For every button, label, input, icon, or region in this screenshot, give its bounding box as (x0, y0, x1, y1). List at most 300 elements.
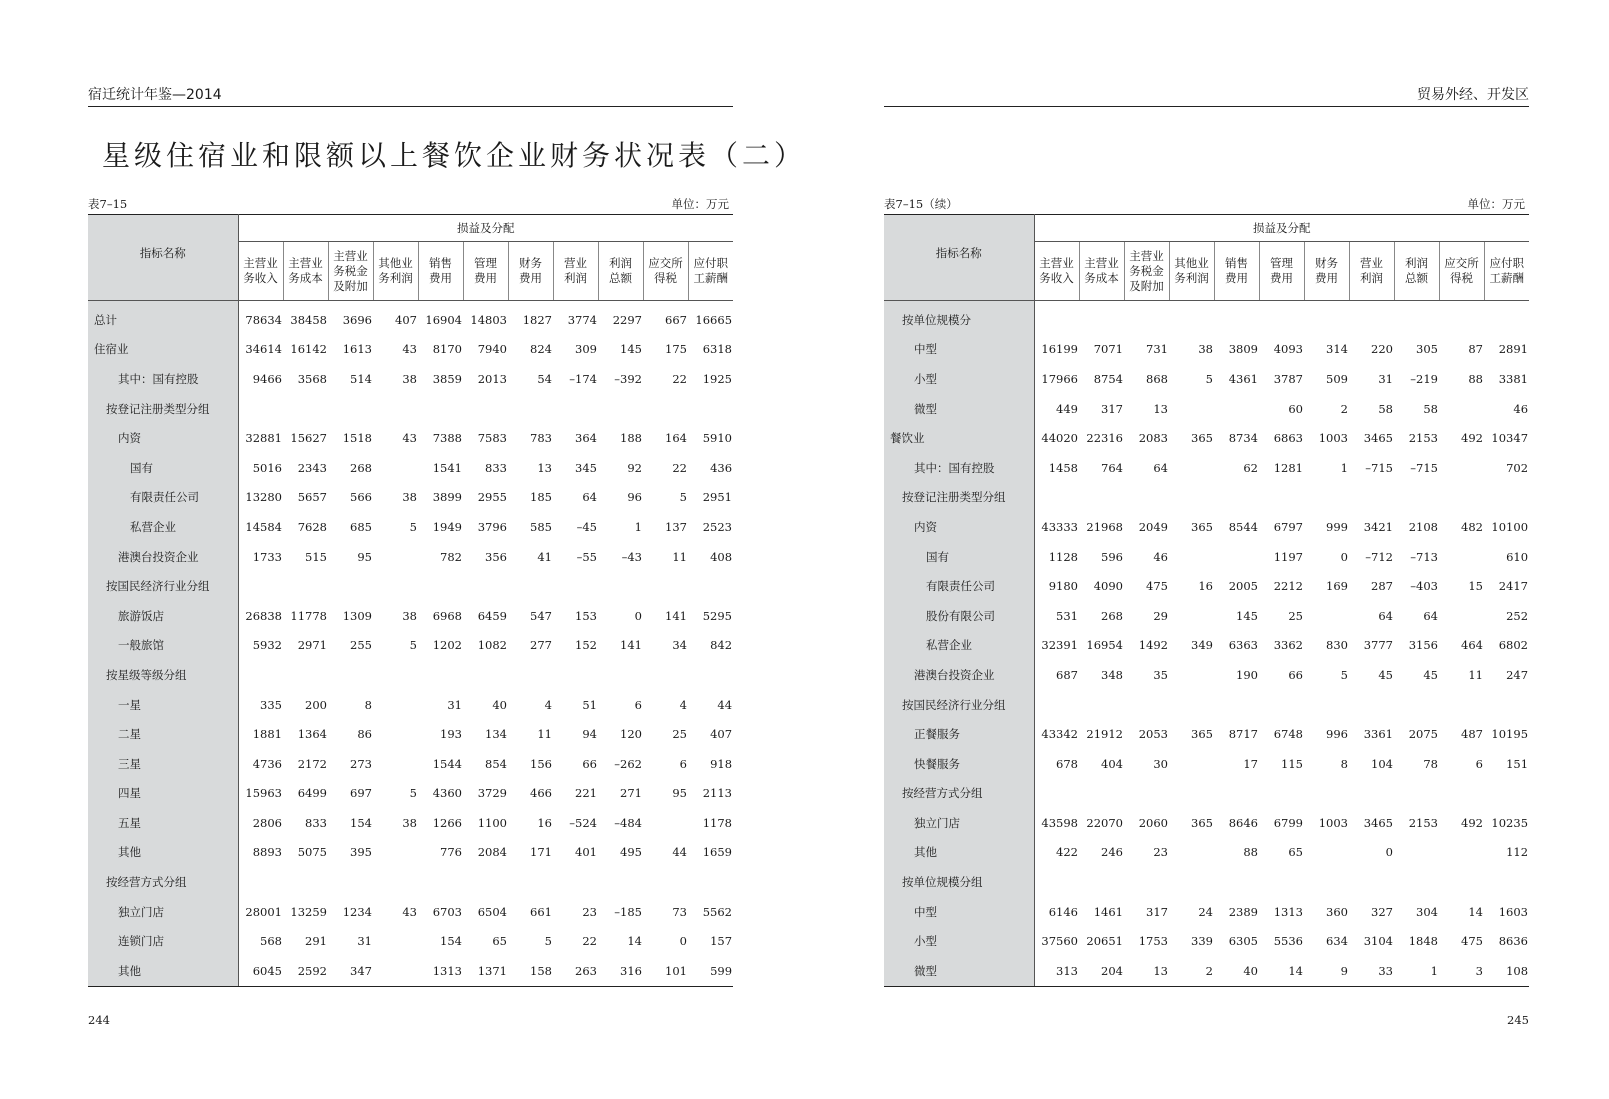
table-cell: 4 (679, 697, 687, 712)
row-label: 中型 (884, 897, 1034, 927)
column-header (1214, 242, 1259, 301)
column-header-line: 费用 (474, 271, 497, 285)
table-cell: 1202 (432, 638, 462, 653)
table-cell: 2951 (702, 490, 733, 505)
table-cell (1169, 301, 1214, 335)
table-cell (1034, 867, 1079, 897)
table-cell: 40 (492, 697, 507, 712)
column-header-line: 务利润 (1174, 271, 1209, 285)
table-cell: 16954 (1086, 638, 1123, 653)
table-cell: 8646 (1228, 815, 1258, 830)
table-cell (373, 926, 418, 956)
column-header-line: 利润 (609, 256, 632, 270)
table-cell (1394, 301, 1439, 335)
yearbook-title: 宿迁统计年鉴—2014 (88, 87, 222, 103)
table-cell: 64 (1423, 608, 1438, 623)
table-cell (373, 542, 418, 572)
table-cell (553, 394, 598, 424)
table-cell: 10195 (1491, 727, 1529, 742)
table-cell: 6 (1475, 756, 1483, 771)
row-label: 内资 (88, 423, 238, 453)
column-header (1079, 242, 1124, 301)
table-cell: 5075 (297, 845, 327, 860)
column-header (508, 242, 553, 301)
table-cell (373, 453, 418, 483)
table-cell: 1881 (252, 727, 282, 742)
table-cell: 2108 (1408, 519, 1438, 534)
table-cell: 86 (357, 727, 372, 742)
table-cell (1304, 601, 1349, 631)
table-cell: 16 (537, 815, 552, 830)
table-cell: 4736 (252, 756, 282, 771)
table-cell: 13280 (245, 490, 282, 505)
table-header (884, 215, 1529, 301)
table-row (884, 512, 1529, 542)
column-header-line: 应付职 (693, 256, 728, 270)
table-cell: 158 (508, 956, 553, 986)
table-cell: 3465 (1363, 431, 1393, 446)
table-cell (1349, 867, 1394, 897)
table-cell (328, 660, 373, 690)
table-body (884, 301, 1529, 987)
table-cell (1169, 838, 1214, 868)
column-header (553, 242, 598, 301)
table-cell (463, 394, 508, 424)
table-cell: 190 (1236, 667, 1258, 682)
table-cell: 43 (402, 904, 417, 919)
table-cell: 1603 (1498, 904, 1529, 919)
column-header-line: 得税 (1450, 271, 1473, 285)
table-cell (1304, 690, 1349, 720)
table-cell (688, 394, 733, 424)
table-cell (1394, 779, 1439, 809)
table-cell: 515 (305, 549, 327, 564)
table-cell (373, 956, 418, 986)
table-cell: 156 (530, 756, 552, 771)
table-cell: 16 (1198, 579, 1213, 594)
table-cell: 34614 (245, 342, 282, 357)
table-cell (1439, 483, 1484, 513)
table-cell: 2417 (1498, 579, 1529, 594)
table-cell: 776 (440, 845, 462, 860)
table-cell: 4361 (1228, 371, 1258, 386)
table-row (88, 749, 733, 779)
column-header (1124, 242, 1169, 301)
row-label: 五星 (88, 808, 238, 838)
table-row (88, 394, 733, 424)
table-cell: 5 (409, 519, 417, 534)
table-cell: 492 (1461, 815, 1483, 830)
table-cell: 268 (1101, 608, 1123, 623)
table-row (884, 364, 1529, 394)
table-cell: 88 (1243, 845, 1258, 860)
table-cell: 60 (1288, 401, 1303, 416)
table-cell: 38 (402, 490, 417, 505)
table-cell (328, 571, 373, 601)
table-cell: –403 (1410, 579, 1438, 594)
table-cell: 687 (1056, 667, 1078, 682)
table-cell: 610 (1506, 549, 1529, 564)
table-cell (688, 571, 733, 601)
table-cell: 3 (1439, 956, 1484, 986)
table-cell: 2 (1169, 956, 1214, 986)
column-header-line: 及附加 (333, 278, 368, 293)
table-cell: 5657 (297, 490, 327, 505)
table-cell (508, 867, 553, 897)
column-header (1394, 242, 1439, 301)
table-row (884, 779, 1529, 809)
table-cell (1394, 838, 1439, 868)
table-cell: 475 (1146, 579, 1168, 594)
table-row (884, 483, 1529, 513)
table-cell: 339 (1191, 934, 1213, 949)
table-cell: 1925 (702, 371, 733, 386)
table-cell: 5536 (1273, 934, 1303, 949)
table-cell: 252 (1506, 608, 1529, 623)
table-row (884, 808, 1529, 838)
row-label: 按单位规模分 (884, 301, 1034, 335)
row-label: 有限责任公司 (88, 483, 238, 513)
table-cell: 11 (672, 549, 687, 564)
table-cell: 43333 (1041, 519, 1078, 534)
table-cell (328, 394, 373, 424)
table-cell: 514 (350, 371, 372, 386)
table-cell (643, 394, 688, 424)
table-row (884, 301, 1529, 335)
column-header-line: 费用 (1225, 271, 1248, 285)
table-cell: 348 (1101, 667, 1123, 682)
column-header (328, 242, 373, 301)
row-label: 总计 (88, 301, 238, 335)
table-cell: 1458 (1048, 460, 1078, 475)
table-cell: 4 (544, 697, 552, 712)
table-cell: 6863 (1273, 431, 1303, 446)
table-cell: 46 (1513, 401, 1529, 416)
table-cell: 171 (530, 845, 552, 860)
table-cell: 464 (1461, 638, 1483, 653)
table-cell: 9 (1304, 956, 1349, 986)
table-cell: 115 (1281, 756, 1303, 771)
table-cell: 8636 (1498, 934, 1529, 949)
table-cell: 6363 (1228, 638, 1258, 653)
table-cell: 3809 (1228, 342, 1258, 357)
table-cell: 3774 (567, 312, 597, 327)
column-header-line: 总额 (1405, 271, 1428, 285)
table-row (884, 631, 1529, 661)
row-label: 按登记注册类型分组 (884, 483, 1034, 513)
row-label: 其他 (88, 838, 238, 868)
table-cell (418, 394, 463, 424)
table-cell (1439, 453, 1484, 483)
table-cell: 2172 (297, 756, 327, 771)
column-header-line: 主营业 (1129, 248, 1164, 263)
left-page (88, 0, 807, 1099)
table-cell (1304, 838, 1349, 868)
table-cell: 3156 (1408, 638, 1438, 653)
table-cell: 5016 (252, 460, 282, 475)
column-header-line: 务税金 (1129, 263, 1164, 278)
table-cell: 145 (1236, 608, 1258, 623)
table-cell (1439, 542, 1484, 572)
table-cell (1484, 867, 1529, 897)
column-header (1349, 242, 1394, 301)
table-cell: 54 (537, 371, 552, 386)
finance-table-right (884, 214, 1529, 987)
running-head-right (884, 84, 1529, 107)
row-label: 内资 (884, 512, 1034, 542)
column-header-line: 主营业 (1084, 256, 1119, 270)
table-row (88, 808, 733, 838)
table-cell: 3381 (1498, 371, 1529, 386)
table-cell (643, 808, 688, 838)
table-cell: 38458 (290, 312, 327, 327)
table-cell: 568 (260, 934, 282, 949)
table-cell: 3568 (297, 371, 327, 386)
table-row (884, 394, 1529, 424)
table-cell: 2153 (1408, 815, 1438, 830)
table-cell: 65 (1288, 845, 1303, 860)
table-cell (373, 719, 418, 749)
table-cell: 73 (672, 904, 687, 919)
table-cell (373, 749, 418, 779)
table-cell (1169, 542, 1214, 572)
table-cell: 697 (350, 786, 372, 801)
table-row (88, 335, 733, 365)
table-cell: 317 (1146, 904, 1168, 919)
table-cell: 43 (402, 342, 417, 357)
table-cell (1259, 779, 1304, 809)
table-cell: 152 (575, 638, 597, 653)
table-cell: 1733 (252, 549, 282, 564)
header-indicator-name: 指标名称 (884, 215, 1034, 301)
row-label: 其他 (884, 838, 1034, 868)
table-cell (373, 690, 418, 720)
table-cell: 41 (537, 549, 552, 564)
table-cell: 5 (679, 490, 687, 505)
table-cell: 14584 (245, 519, 282, 534)
table-cell: 1659 (702, 845, 733, 860)
table-cell: 33 (1349, 956, 1394, 986)
table-cell: 918 (710, 756, 733, 771)
table-cell: 509 (1326, 371, 1348, 386)
table-cell: 137 (665, 519, 687, 534)
table-cell: 291 (305, 934, 327, 949)
table-cell: 335 (260, 697, 282, 712)
table-cell (373, 571, 418, 601)
column-header-line: 应付职 (1489, 256, 1524, 270)
table-cell: 0 (634, 608, 642, 623)
table-cell: 6499 (297, 786, 327, 801)
table-cell: 14 (1259, 956, 1304, 986)
table-cell: 495 (620, 845, 642, 860)
table-cell: 1541 (432, 460, 462, 475)
header-row-group (88, 215, 733, 242)
table-cell: 255 (350, 638, 372, 653)
table-cell (1304, 779, 1349, 809)
table-cell: 5 (1340, 667, 1348, 682)
page-number: 245 (1507, 1013, 1529, 1027)
table-cell: 661 (530, 904, 552, 919)
table-cell: 404 (1101, 756, 1123, 771)
table-row (884, 926, 1529, 956)
table-cell: 6797 (1273, 519, 1303, 534)
table-cell: 51 (582, 697, 597, 712)
table-cell: 6 (679, 756, 687, 771)
table-cell: 3787 (1273, 371, 1303, 386)
table-cell: 5 (1205, 371, 1213, 386)
table-row (884, 423, 1529, 453)
table-row (88, 956, 733, 986)
table-cell: 5295 (702, 608, 733, 623)
table-cell: 23 (582, 904, 597, 919)
column-header-line: 主营业 (1039, 256, 1074, 270)
table-cell: 407 (710, 727, 733, 742)
table-row (88, 542, 733, 572)
table-cell: 492 (1461, 431, 1483, 446)
table-cell: 58 (1423, 401, 1438, 416)
row-label: 有限责任公司 (884, 571, 1034, 601)
table-cell (1214, 690, 1259, 720)
column-header-line: 费用 (1315, 271, 1338, 285)
table-cell: 193 (440, 727, 462, 742)
table-cell: –715 (1365, 460, 1393, 475)
table-cell (1214, 483, 1259, 513)
table-cell (643, 867, 688, 897)
table-cell (1349, 301, 1394, 335)
row-label: 私营企业 (88, 512, 238, 542)
table-cell: 1003 (1318, 815, 1348, 830)
table-cell: 44 (672, 845, 687, 860)
table-row (884, 335, 1529, 365)
table-cell: 596 (1101, 549, 1123, 564)
table-cell: 35 (1153, 667, 1168, 682)
row-label: 港澳台投资企业 (88, 542, 238, 572)
row-label: 小型 (884, 364, 1034, 394)
column-header-line: 销售 (429, 256, 452, 270)
table-cell: –715 (1410, 460, 1438, 475)
table-row (88, 512, 733, 542)
table-cell (1304, 483, 1349, 513)
table-cell: 15627 (290, 431, 327, 446)
table-cell (553, 867, 598, 897)
table-cell: 466 (530, 786, 552, 801)
table-cell: 87 (1468, 342, 1483, 357)
table-cell: 356 (485, 549, 507, 564)
table-cell: 66 (1288, 667, 1303, 682)
table-row (88, 897, 733, 927)
table-cell: 151 (1506, 756, 1529, 771)
table-cell: 6146 (1048, 904, 1078, 919)
table-cell: 95 (357, 549, 372, 564)
table-row (884, 690, 1529, 720)
table-cell: 8754 (1093, 371, 1123, 386)
table-cell: 365 (1191, 519, 1213, 534)
table-cell (1169, 660, 1214, 690)
table-cell: 220 (1371, 342, 1393, 357)
table-cell: 5910 (702, 431, 733, 446)
table-cell (1349, 483, 1394, 513)
table-cell: 764 (1101, 460, 1123, 475)
column-header-line: 务成本 (288, 271, 323, 285)
running-head-left (88, 84, 733, 107)
table-cell: 3899 (432, 490, 462, 505)
table-cell (1349, 690, 1394, 720)
page-number: 244 (88, 1013, 110, 1027)
table-row (88, 483, 733, 513)
table-cell: 8544 (1228, 519, 1258, 534)
row-label: 快餐服务 (884, 749, 1034, 779)
column-header (238, 242, 283, 301)
table-cell: 13259 (290, 904, 327, 919)
table-cell: 2083 (1138, 431, 1168, 446)
table-cell (1079, 483, 1124, 513)
table-cell: 78 (1423, 756, 1438, 771)
table-cell: 313 (1034, 956, 1079, 986)
table-cell: 7388 (432, 431, 462, 446)
table-cell: 345 (575, 460, 597, 475)
table-cell: 1492 (1138, 638, 1168, 653)
table-cell (1259, 867, 1304, 897)
table-cell: 1848 (1408, 934, 1438, 949)
table-cell: 1753 (1138, 934, 1168, 949)
table-cell (1214, 301, 1259, 335)
table-row (884, 838, 1529, 868)
table-cell: 6968 (432, 608, 462, 623)
table-cell: 14 (1468, 904, 1483, 919)
table-cell: 7628 (297, 519, 327, 534)
table-cell (598, 571, 643, 601)
table-cell: 7071 (1093, 342, 1123, 357)
table-cell (283, 867, 328, 897)
table-cell: 305 (1416, 342, 1438, 357)
table-cell: 531 (1056, 608, 1078, 623)
table-cell: 304 (1416, 904, 1438, 919)
column-header-line: 应交所 (648, 256, 683, 270)
table-unit: 单位：万元 (1467, 197, 1525, 211)
row-label: 正餐服务 (884, 719, 1034, 749)
table-cell (1439, 779, 1484, 809)
table-cell: 14803 (470, 312, 507, 327)
header-indicator-name: 指标名称 (88, 215, 238, 301)
table-cell: 2060 (1138, 815, 1168, 830)
table-row (884, 601, 1529, 631)
table-cell: 154 (350, 815, 372, 830)
table-cell: 64 (582, 490, 597, 505)
table-cell: 38 (402, 371, 417, 386)
table-cell: 38 (402, 815, 417, 830)
table-cell (328, 867, 373, 897)
row-label: 一星 (88, 690, 238, 720)
row-label: 二星 (88, 719, 238, 749)
table-cell: 2806 (252, 815, 282, 830)
table-cell: 104 (1371, 756, 1393, 771)
table-cell: 66 (582, 756, 597, 771)
table-cell: 134 (485, 727, 507, 742)
row-label: 四星 (88, 779, 238, 809)
table-cell: 25 (672, 727, 687, 742)
table-cell: 395 (350, 845, 372, 860)
table-cell (1304, 867, 1349, 897)
table-cell (1394, 690, 1439, 720)
column-header (1034, 242, 1079, 301)
table-cell: 2113 (702, 786, 733, 801)
table-cell: 1178 (702, 815, 733, 830)
column-header-line: 及附加 (1129, 278, 1164, 293)
table-cell: 365 (1191, 727, 1213, 742)
row-label: 按星级等级分组 (88, 660, 238, 690)
table-cell: 11 (537, 727, 552, 742)
table-cell: 3729 (477, 786, 507, 801)
